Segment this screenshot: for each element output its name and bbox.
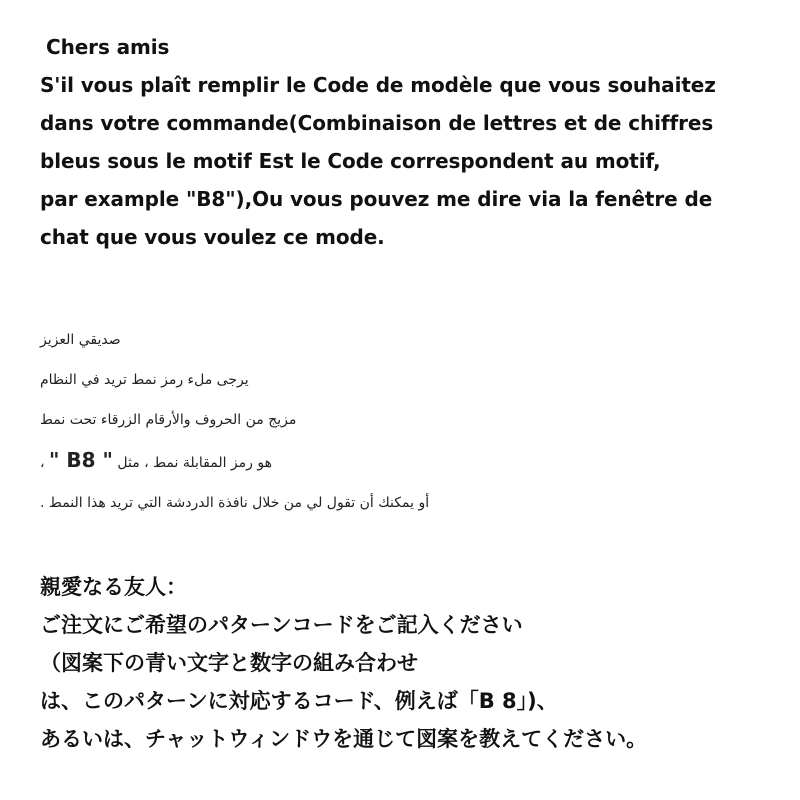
arabic-example-line <box>40 440 770 483</box>
arabic-line-1: صديقي العزيز <box>40 332 121 348</box>
french-line-3: bleus sous le motif Est le Code correspondent au motif, <box>40 149 661 173</box>
arabic-line-3: مزيج من الحروف والأرقام الزرقاء تحت نمط <box>40 412 297 428</box>
japanese-line-3: （図案下の青い文字と数字の組み合わせ <box>40 651 418 675</box>
french-message <box>40 28 770 256</box>
japanese-greeting: 親愛なる友人： <box>40 575 187 599</box>
arabic-line-2: يرجى ملء رمز نمط تريد في النظام <box>40 372 249 388</box>
arabic-example-suffix: ، <box>40 455 45 471</box>
french-line-2: dans votre commande(Combinaison de lettres et de chiffres <box>40 111 714 135</box>
french-line-5: chat que vous voulez ce mode. <box>40 225 385 249</box>
arabic-message <box>40 320 770 523</box>
japanese-line-5: あるいは、チャットウィンドウを通じて図案を教えてください。 <box>40 727 648 751</box>
arabic-example-prefix: هو رمز المقابلة نمط ، مثل <box>117 455 272 471</box>
japanese-line-2: ご注文にご希望のパターンコードをご記入ください <box>40 613 523 637</box>
french-greeting: Chers amis <box>46 35 170 59</box>
arabic-line-5: أو يمكنك أن تقول لي من خلال نافذة الدردشة التي تريد هذا النمط . <box>40 495 430 511</box>
japanese-message <box>40 568 770 758</box>
french-line-4: par example "B8"),Ou vous pouvez me dire via la fenêtre de <box>40 187 713 211</box>
french-line-1: S'il vous plaît remplir le Code de modèle que vous souhaitez <box>40 73 716 97</box>
arabic-example-code: " B8 " <box>48 448 113 472</box>
japanese-line-4: は、このパターンに対応するコード、例えば「B 8」)、 <box>40 689 558 713</box>
